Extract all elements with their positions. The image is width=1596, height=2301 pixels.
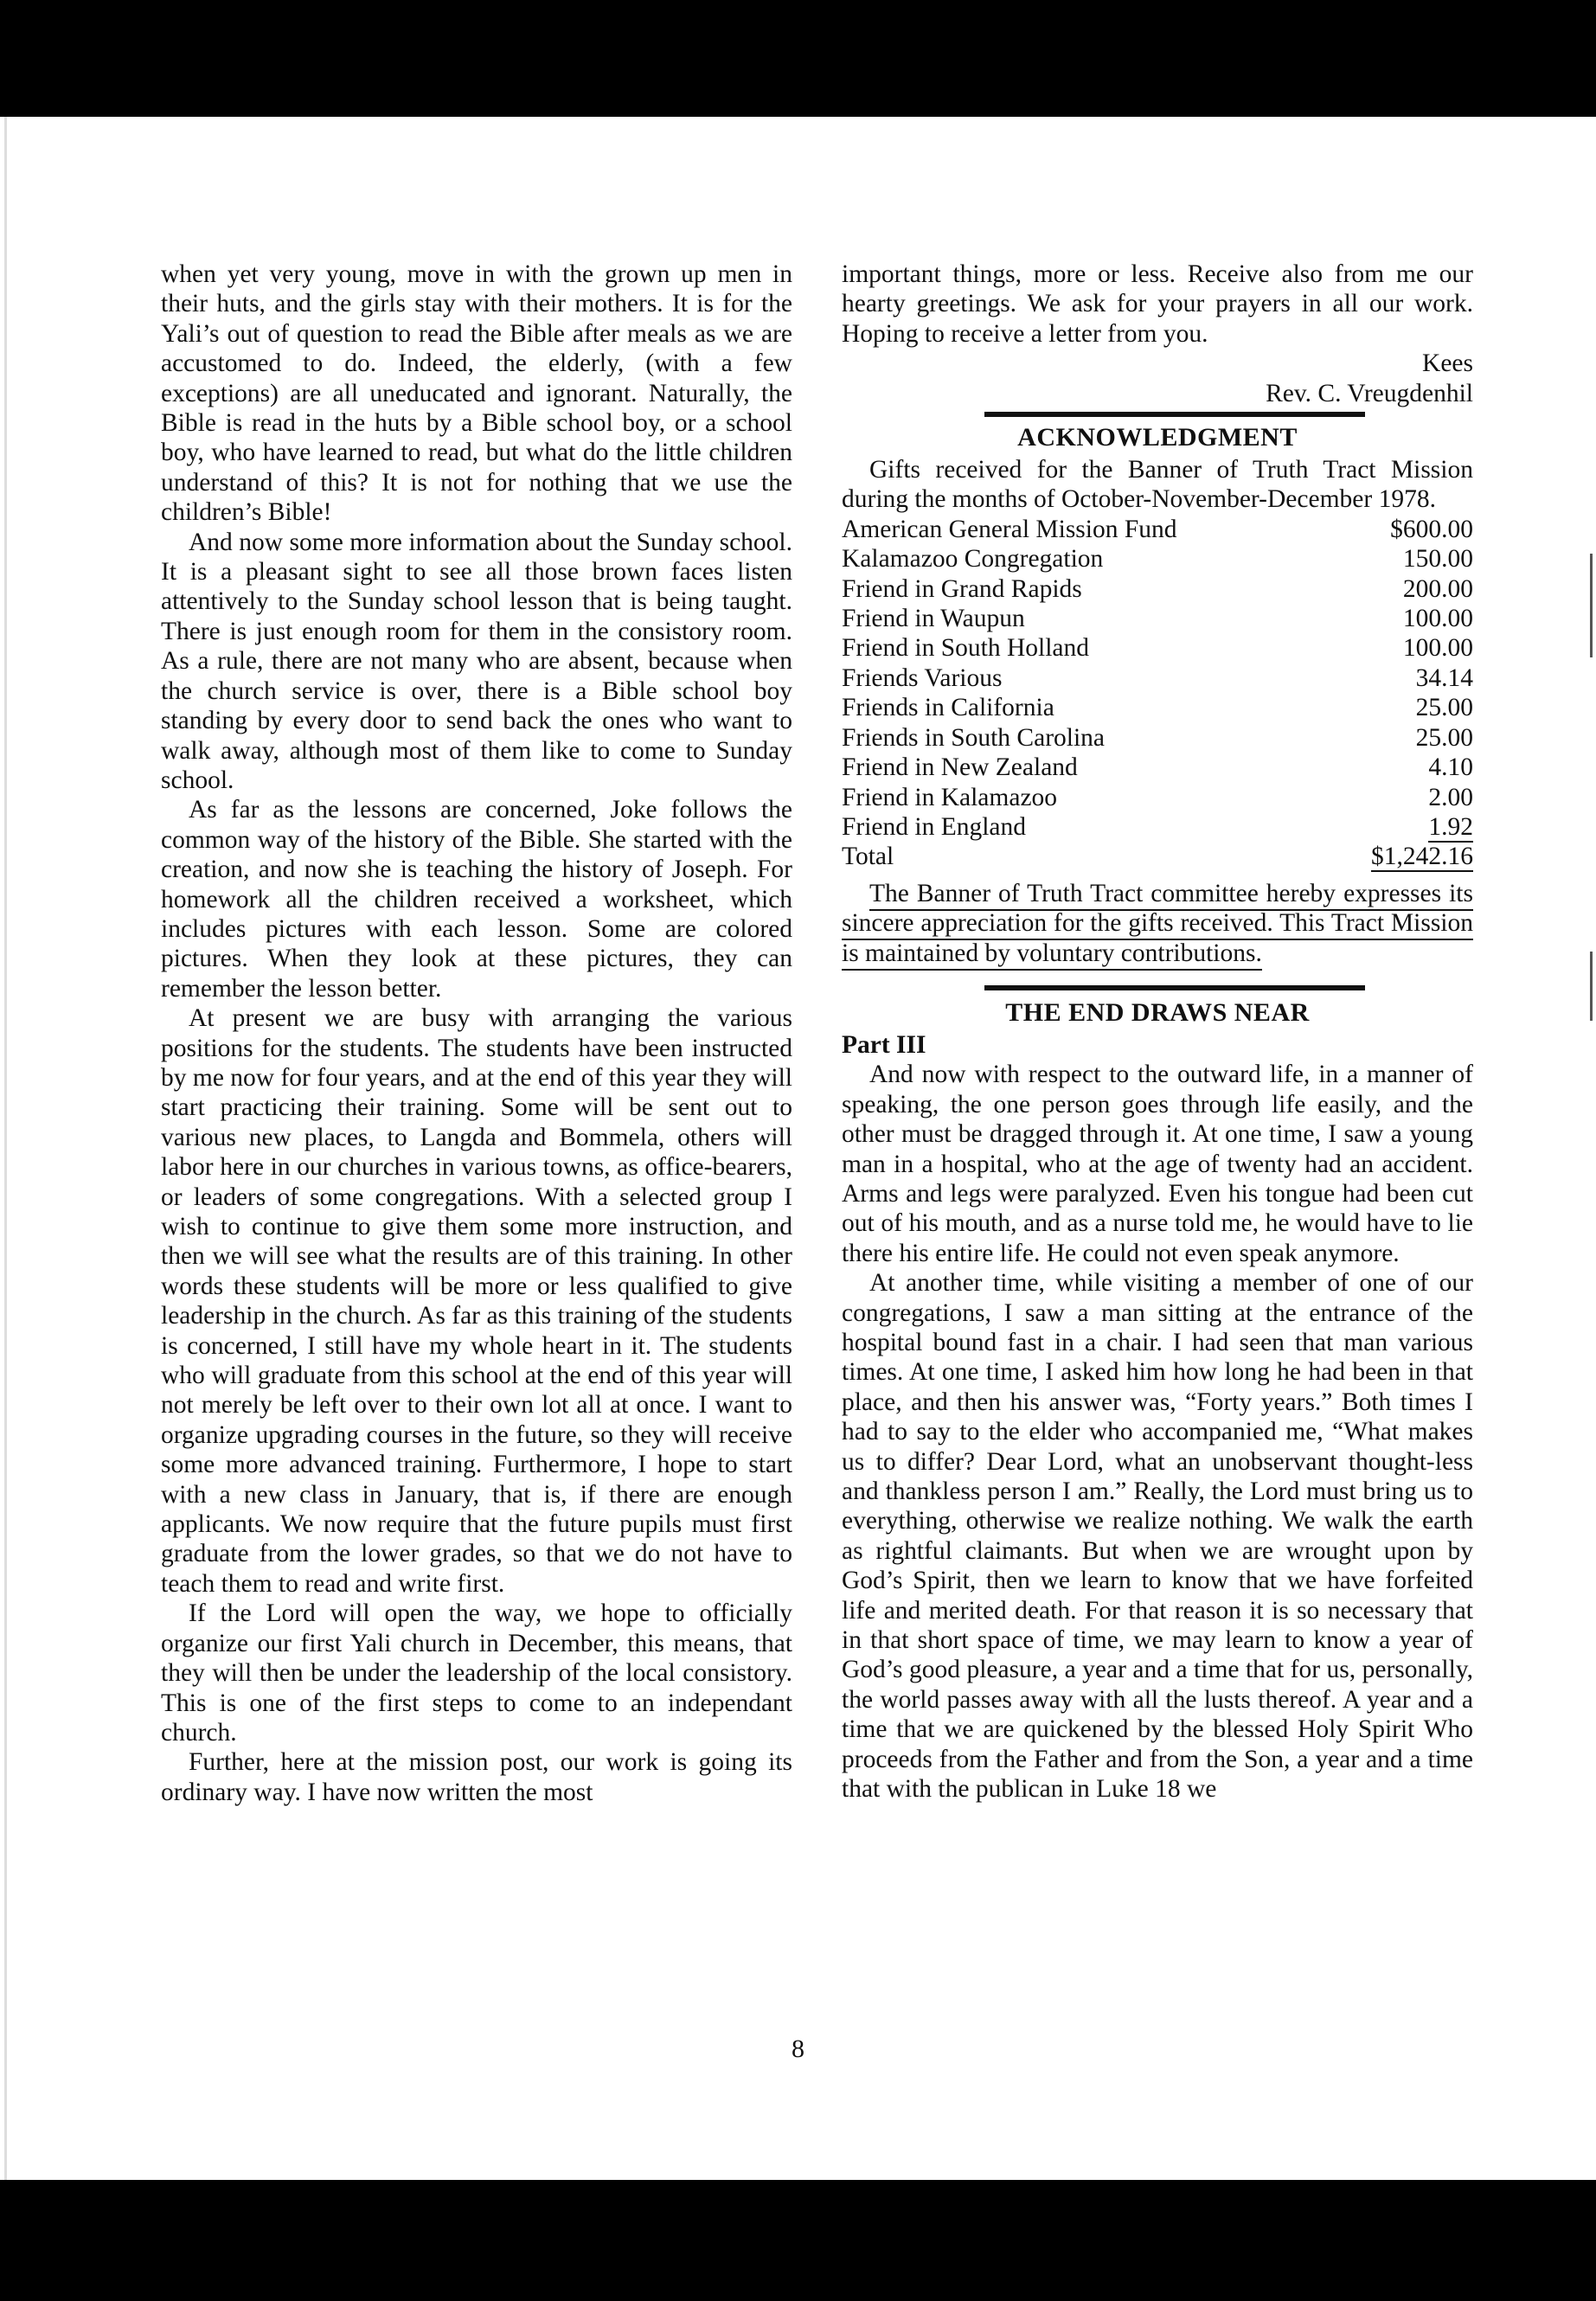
gift-row xyxy=(842,515,1473,544)
gift-donor: Friend in Kalamazoo xyxy=(842,783,1058,811)
gift-amount: 100.00 xyxy=(1402,605,1473,633)
gift-amount: $600.00 xyxy=(1390,515,1473,543)
letter-closing: important things, more or less. Receive also from me our hearty greetings. We ask for your prayers in all our work. Hoping to receive a letter from you. xyxy=(842,260,1473,348)
gift-amount: 25.00 xyxy=(1415,723,1473,752)
acknowledgment-closing: The Banner of Truth Tract committee hereby expresses its sincere appreciation for the gifts received. This Tract Mission is maintained by voluntary contributions. xyxy=(842,879,1473,968)
gift-donor: Friend in Grand Rapids xyxy=(842,574,1082,603)
gifts-table xyxy=(842,515,1473,872)
gift-donor: Friends in South Carolina xyxy=(842,723,1106,752)
gift-row xyxy=(842,663,1473,693)
gift-row xyxy=(842,544,1473,574)
body-paragraph: If the Lord will open the way, we hope to officially organize our first Yali church in December, this means, that they will then be under the leadership of the local consistory. This is one of the first steps to come to an independant church. xyxy=(161,1599,792,1747)
total-amount: $1,242.16 xyxy=(1371,843,1473,871)
body-paragraph: And now some more information about the Sunday school. It is a pleasant sight to see all those brown faces listen attentively to the Sunday school lesson that is being taught. There is just enough room for them in the consistory room. As a rule, there are not many who are absent, because when the church service is over, there is a Bible school boy standing by every door to send back the ones who want to walk away, although most of them like to come to Sunday school. xyxy=(161,528,792,794)
body-paragraph: As far as the lessons are concerned, Joke follows the common way of the history of the Bible. She started with the creation, and now she is teaching the history of Joseph. For homework all the children received a worksheet, which includes pictures with each lesson. Some are colored pictures. When they look at these pictures, they can remember the lesson better. xyxy=(161,796,792,1003)
article-paragraph: At another time, while visiting a member of one of our congregations, I saw a man sitting at the entrance of the hospital bound fast in a chair. I had seen that man various times. At one time, I asked him how long he had been in that place, and then his answer was, “Forty years.” Both times I had to say to the elder who accompanied me, “What makes us to differ? Dear Lord, what an unobservant thought-less and thankless person I am.” Really, the Lord must bring us to everything, otherwise we realize nothing. We walk the earth as rightful claimants. But when we are wrought upon by God’s Spirit, then we learn to know that we have forfeited life and merited death. For that reason it is so necessary that in that short space of time, we may learn to know a year of God’s good pleasure, a year and a time that for us, personally, the world passes away with all the lusts thereof. A year and a time that we are quickened by the blessed Holy Spirit Who proceeds from the Father and from the Son, a year and a time that with the publican in Luke 18 we xyxy=(842,1269,1473,1804)
gift-amount: 150.00 xyxy=(1402,545,1473,574)
gift-row xyxy=(842,723,1473,753)
gift-amount: 4.10 xyxy=(1428,753,1473,782)
gift-donor: Friends Various xyxy=(842,663,1003,692)
gift-donor: Friend in England xyxy=(842,812,1027,841)
total-label: Total xyxy=(842,843,894,871)
gift-amount: 2.00 xyxy=(1428,783,1473,811)
acknowledgment-heading: ACKNOWLEDGMENT xyxy=(1017,423,1298,452)
gift-donor: Friend in Waupun xyxy=(842,605,1025,633)
gift-row xyxy=(842,633,1473,663)
page-number: 8 xyxy=(792,2035,804,2063)
gift-row xyxy=(842,812,1473,842)
article-paragraph: And now with respect to the outward life, in a manner of speaking, the one person goes through life easily, and the other must be dragged through it. At one time, I saw a young man in a hospital, who at the age of twenty had an accident. Arms and legs were paralyzed. Even his tongue had been cut out of his mouth, and as a nurse told me, he would have to lie there his entire life. He could not even speak anymore. xyxy=(842,1061,1473,1267)
right-column xyxy=(842,260,1473,1804)
article-heading: THE END DRAWS NEAR xyxy=(1005,997,1310,1027)
section-divider xyxy=(984,985,1365,990)
signature-title: Rev. C. Vreugdenhil xyxy=(1266,379,1473,407)
gift-row xyxy=(842,753,1473,782)
gift-donor: American General Mission Fund xyxy=(842,515,1177,543)
gift-row xyxy=(842,574,1473,604)
left-column xyxy=(161,260,792,1807)
acknowledgment-intro: Gifts received for the Banner of Truth Tract Mission during the months of October-November-December 1978. xyxy=(842,456,1473,514)
gift-donor: Friend in New Zealand xyxy=(842,753,1078,782)
gift-donor: Friends in California xyxy=(842,694,1054,722)
gifts-total-row xyxy=(842,842,1473,871)
gift-amount: 200.00 xyxy=(1402,574,1473,603)
body-paragraph: Further, here at the mission post, our work is going its ordinary way. I have now written the most xyxy=(161,1748,792,1806)
gift-amount: 25.00 xyxy=(1415,694,1473,722)
gift-row xyxy=(842,783,1473,812)
gift-row xyxy=(842,604,1473,633)
gift-row xyxy=(842,693,1473,722)
body-paragraph: At present we are busy with arranging the various positions for the students. The students have been instructed by me now for four years, and at the end of this year they will start practicing their training. Some will be sent out to various new places, to Langda and Bommela, others will labor here in our churches in various towns, as office-bearers, or leaders of some congregations. With a selected group I wish to continue to give them some more instruction, and then we will see what the results are of this training. In other words these students will be more or less qualified to give leadership in the church. As far as this training of the students is concerned, I still have my whole heart in it. The students who will graduate from this school at the end of this year will not merely be left over to their own lot all at once. I want to organize upgrading courses in the future, so they will receive some more advanced training. Furthermore, I hope to start with a new class in January, that is, if there are enough applicants. We now require that the future pupils must first graduate from the lower grades, so that we do not have to teach them to read and write first. xyxy=(161,1004,792,1598)
gift-amount: 34.14 xyxy=(1415,663,1473,692)
scan-border-bottom xyxy=(0,2180,1596,2301)
scan-edge-mark xyxy=(1590,554,1593,657)
gift-amount: 100.00 xyxy=(1402,634,1473,663)
gift-amount: 1.92 xyxy=(1428,812,1473,841)
article-part: Part III xyxy=(842,1030,926,1059)
signature-name: Kees xyxy=(1422,349,1473,378)
body-paragraph: when yet very young, move in with the grown up men in their huts, and the girls stay with their mothers. It is for the Yali’s out of question to read the Bible after meals as we are accustomed to do. Indeed, the elderly, (with a few exceptions) are all uneducated and ignorant. Naturally, the Bible is read in the huts by a Bible school boy, or a school boy, who have learned to read, but what do the little children understand of this? It is not for nothing that we use the children’s Bible! xyxy=(161,260,792,527)
gift-donor: Kalamazoo Congregation xyxy=(842,545,1104,574)
section-divider xyxy=(984,412,1365,417)
gift-donor: Friend in South Holland xyxy=(842,634,1089,663)
scan-border-top xyxy=(0,0,1596,117)
scan-edge-mark xyxy=(1590,952,1593,1021)
